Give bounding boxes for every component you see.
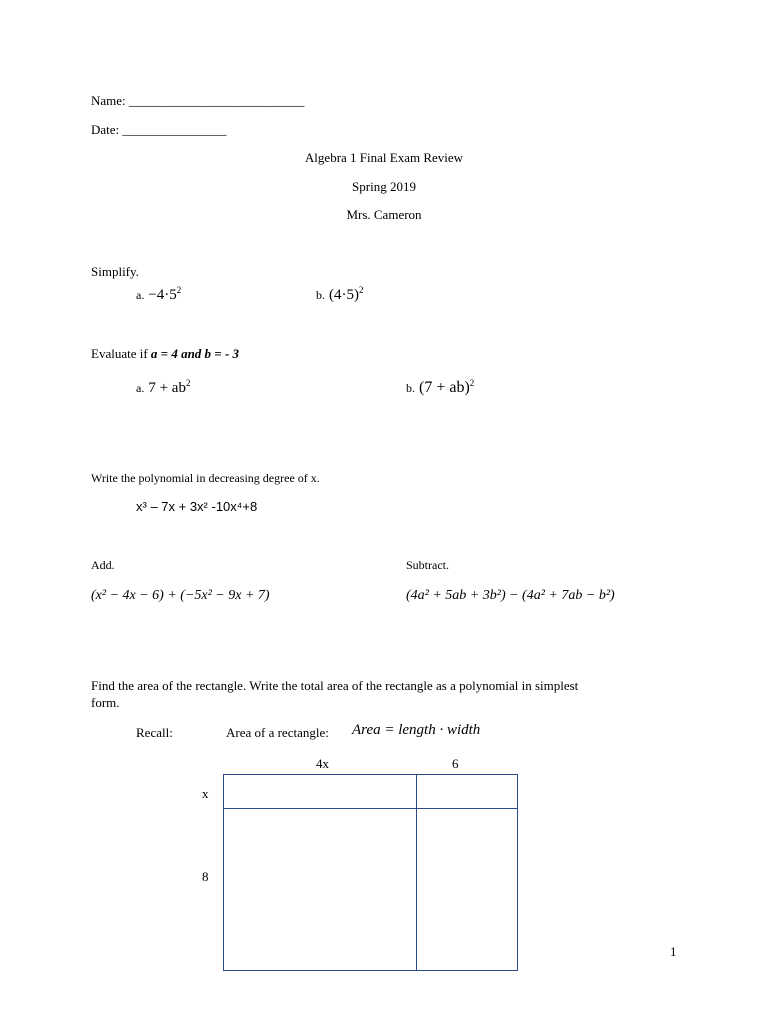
math-expression: (7 + ab) (419, 379, 470, 396)
evaluate-heading-text: Evaluate if (91, 346, 151, 361)
exponent: 2 (185, 378, 191, 388)
evaluate-condition: a = 4 and b = - 3 (150, 346, 240, 361)
problem-label: b. (406, 381, 415, 395)
area-rectangle (223, 774, 518, 971)
evaluate-problem-b (406, 378, 474, 397)
add-expression: (x² − 4x − 6) + (−5x² − 9x + 7) (91, 588, 270, 603)
name-field-label: Name: ___________________________ (91, 93, 305, 108)
exponent: 2 (469, 378, 475, 388)
evaluate-problem-a (136, 378, 190, 397)
simplify-problem-a (136, 285, 181, 304)
rectangle-vertical-divider (416, 774, 417, 971)
rectangle-horizontal-divider (223, 808, 518, 809)
polynomial-expression: x³ – 7x + 3x² -10x⁴+8 (136, 499, 258, 514)
simplify-problem-b (316, 285, 364, 304)
area-instruction-line2: form. (91, 695, 120, 710)
teacher-name: Mrs. Cameron (346, 207, 422, 222)
rect-top-label-right: 6 (452, 756, 459, 771)
polynomial-instruction: Write the polynomial in decreasing degree of x. (91, 471, 320, 485)
evaluate-heading (91, 346, 239, 362)
problem-label: b. (316, 288, 325, 302)
problem-label: a. (136, 381, 145, 395)
rect-side-label-bottom: 8 (202, 869, 209, 884)
area-instruction-line1: Find the area of the rectangle. Write the total area of the rectangle as a polynomial in simplest (91, 678, 579, 693)
exponent: 2 (359, 285, 364, 295)
recall-text: Area of a rectangle: (226, 725, 329, 740)
math-expression: −4·5 (148, 287, 177, 303)
document-term: Spring 2019 (352, 179, 416, 194)
date-field-label: Date: ________________ (91, 122, 227, 137)
exponent: 2 (176, 285, 182, 295)
rect-top-label-left: 4x (316, 756, 329, 771)
subtract-expression: (4a² + 5ab + 3b²) − (4a² + 7ab − b²) (406, 588, 615, 603)
page-number: 1 (670, 944, 677, 959)
document-title: Algebra 1 Final Exam Review (304, 150, 464, 165)
add-heading: Add. (91, 558, 115, 572)
problem-label: a. (136, 288, 145, 302)
recall-label: Recall: (136, 725, 173, 740)
rect-side-label-top: x (202, 786, 209, 801)
math-expression: 7 + ab (148, 380, 186, 396)
subtract-heading: Subtract. (406, 558, 449, 572)
simplify-heading: Simplify. (91, 264, 139, 279)
area-formula: Area = length · width (352, 722, 481, 738)
math-expression: (4·5) (329, 287, 359, 303)
